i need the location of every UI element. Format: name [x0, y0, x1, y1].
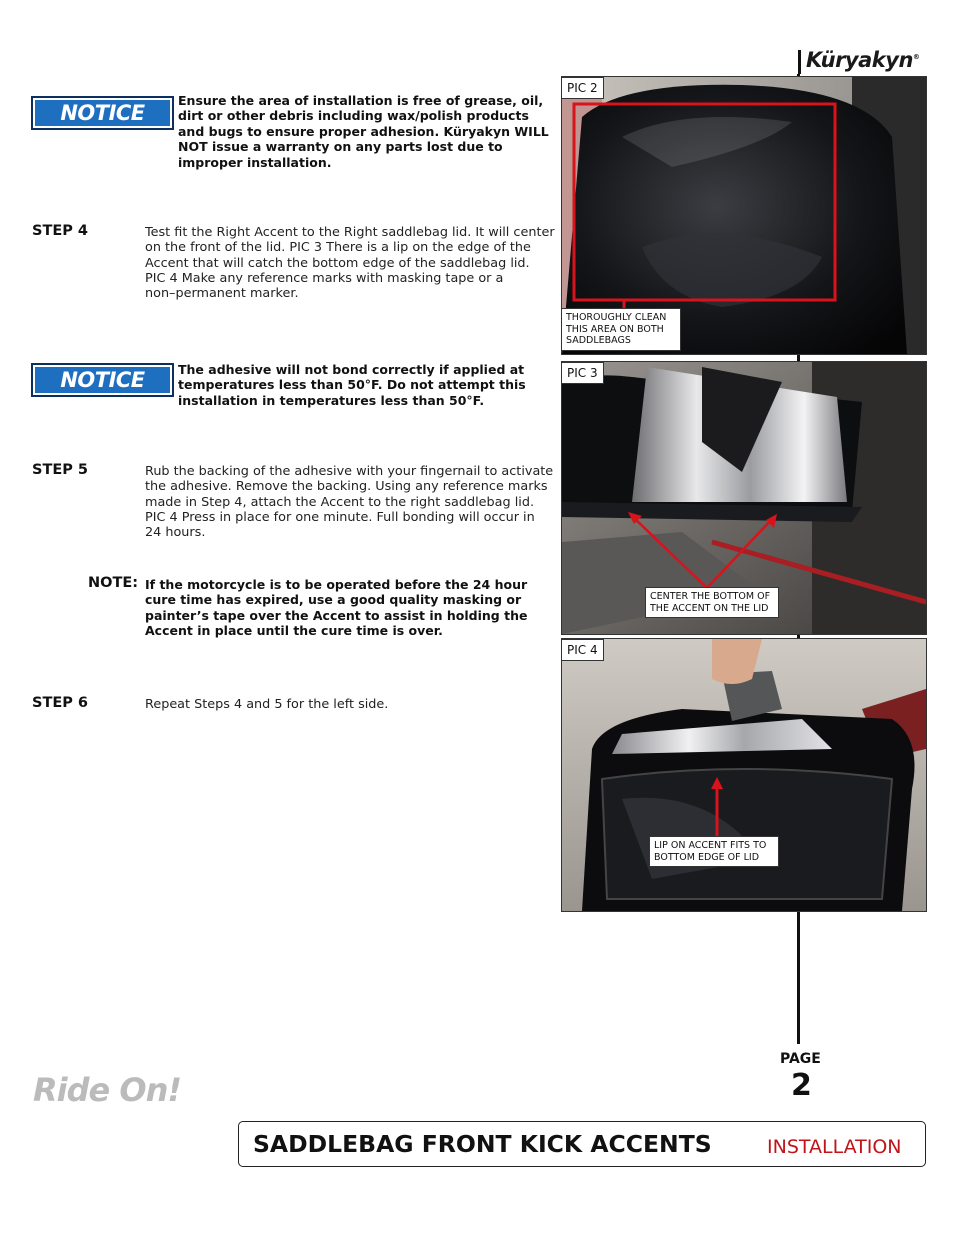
notice-badge: NOTICE	[31, 96, 174, 130]
step-4-text: Test fit the Right Accent to the Right saddlebag lid. It will center on the front of the lid. PIC 3 There is a lip on the edge of the Accent that will catch the bottom edge of the saddlebag lid. PIC 4 Make any reference marks with masking tape or a non–permanent marker.	[145, 225, 555, 302]
notice-badge: NOTICE	[31, 363, 174, 397]
step-5-label: STEP 5	[32, 462, 89, 478]
lip-on-lid-image	[562, 639, 926, 911]
note-label: NOTE:	[88, 575, 139, 591]
note-text: If the motorcycle is to be operated before the 24 hour cure time has expired, use a good quality masking or painter’s tape over the Accent to assist in holding the Accent in place until the cure time is over.	[145, 577, 528, 639]
step-5-text: Rub the backing of the adhesive with your fingernail to activate the adhesive. Remove the backing. Using any reference marks made in Step 4, attach the Accent to the right saddlebag lid. PIC 4 Press in place for one minute. Full bonding will occur in 24 hours.	[145, 464, 554, 541]
pic-4-label: PIC 4	[561, 639, 604, 661]
notice-text-temperature: The adhesive will not bond correctly if applied at temperatures less than 50°F. Do not attempt this installation in temperatures less than 50°F.	[178, 362, 526, 408]
page-number: 2	[791, 1068, 812, 1103]
logo-divider	[798, 50, 801, 74]
document-title: SADDLEBAG FRONT KICK ACCENTS	[253, 1130, 712, 1158]
notice-text-cleaning: Ensure the area of installation is free of grease, oil, dirt or other debris including wax/polish products and bugs to ensure proper adhesion. Küryakyn WILL NOT issue a warranty on any parts lost due to improper installation.	[178, 93, 549, 170]
pic-4-callout: LIP ON ACCENT FITS TO BOTTOM EDGE OF LID	[649, 836, 779, 867]
step-4-label: STEP 4	[32, 223, 89, 239]
pic-3-callout: CENTER THE BOTTOM OF THE ACCENT ON THE LID	[645, 587, 779, 618]
pic-2-callout: THOROUGHLY CLEAN THIS AREA ON BOTH SADDLEBAGS	[561, 308, 681, 351]
step-6-label: STEP 6	[32, 695, 89, 711]
step-6-text: Repeat Steps 4 and 5 for the left side.	[145, 697, 389, 712]
kuryakyn-logo: Küryakyn®	[806, 48, 920, 72]
pic-3-label: PIC 3	[561, 362, 604, 384]
pic-2-label: PIC 2	[561, 77, 604, 99]
slogan: Ride On!	[33, 1071, 181, 1109]
page-label: PAGE	[780, 1051, 821, 1067]
document-subtitle: INSTALLATION	[767, 1136, 902, 1158]
photo-pic-4	[561, 638, 927, 912]
